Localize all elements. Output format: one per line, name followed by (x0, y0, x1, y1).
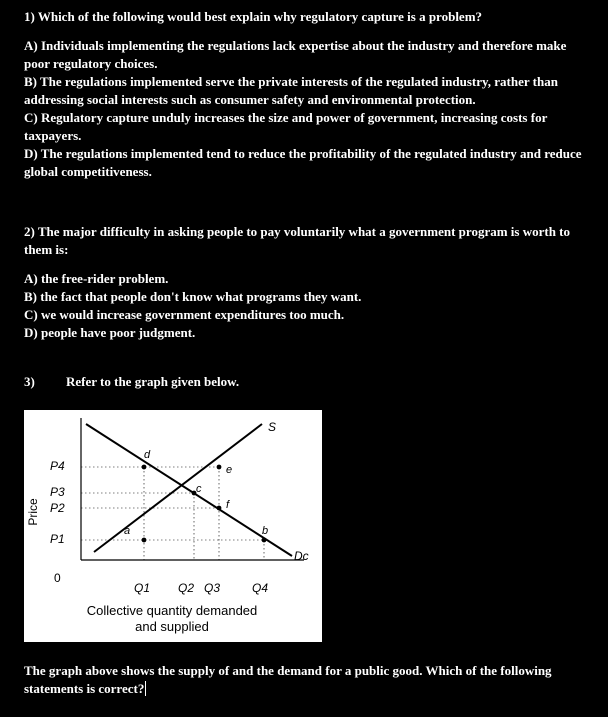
y-axis-label: Price (26, 498, 40, 526)
question-3-header (24, 373, 594, 391)
question-2-option-a: A) the free-rider problem. (24, 271, 169, 286)
supply-curve (94, 424, 262, 552)
question-2-stem: 2) The major difficulty in asking people to pay voluntarily what a government program is worth to them is: (24, 224, 571, 257)
point-a (142, 538, 147, 543)
demand-label: Dc (294, 549, 309, 563)
question-3-description (24, 662, 568, 698)
point-b (262, 538, 267, 543)
point-f (217, 506, 222, 511)
question-3-description-text: The graph above shows the supply of and the demand for a public good. Which of the following statements is correct? (24, 663, 552, 696)
question-1-option-b: B) The regulations implemented serve the private interests of the regulated industry, rather than addressing social interests such as consumer safety and environmental protection. (24, 74, 558, 107)
question-3-intro: Refer to the graph given below. (66, 374, 240, 389)
question-1 (24, 8, 594, 181)
x-axis-label-line2: and supplied (135, 619, 209, 634)
tick-q1: Q1 (133, 581, 151, 595)
supply-demand-graph (24, 410, 322, 642)
tick-q2: Q2 (177, 581, 195, 595)
label-c: c (196, 483, 202, 495)
question-2-option-c: C) we would increase government expenditures too much. (24, 307, 345, 322)
question-2 (24, 223, 594, 342)
tick-p1: P1 (50, 532, 65, 546)
tick-p4: P4 (50, 459, 65, 473)
supply-label: S (268, 420, 277, 434)
tick-p3: P3 (50, 485, 65, 499)
label-d: d (144, 449, 151, 461)
origin-label: 0 (54, 571, 61, 585)
text-cursor (145, 681, 146, 696)
question-1-option-c: C) Regulatory capture unduly increases the size and power of government, increasing costs for taxpayers. (24, 110, 548, 143)
tick-q4: Q4 (251, 581, 269, 595)
x-axis-label-line1: Collective quantity demanded (86, 603, 258, 618)
question-1-option-d: D) The regulations implemented tend to reduce the profitability of the regulated industry and reduce global competitiveness. (24, 146, 582, 179)
point-d (142, 465, 147, 470)
question-2-option-d: D) people have poor judgment. (24, 325, 196, 340)
question-1-option-a: A) Individuals implementing the regulations lack expertise about the industry and therefore make poor regulatory choices. (24, 38, 567, 71)
question-3-number: 3) (24, 374, 35, 389)
question-1-stem: 1) Which of the following would best explain why regulatory capture is a problem? (24, 9, 483, 24)
label-f: f (226, 499, 230, 511)
tick-q3: Q3 (203, 581, 221, 595)
tick-p2: P2 (50, 501, 65, 515)
question-2-option-b: B) the fact that people don't know what programs they want. (24, 289, 362, 304)
label-e: e (226, 464, 233, 476)
point-e (217, 465, 222, 470)
label-a: a (124, 525, 131, 537)
label-b: b (262, 525, 269, 537)
